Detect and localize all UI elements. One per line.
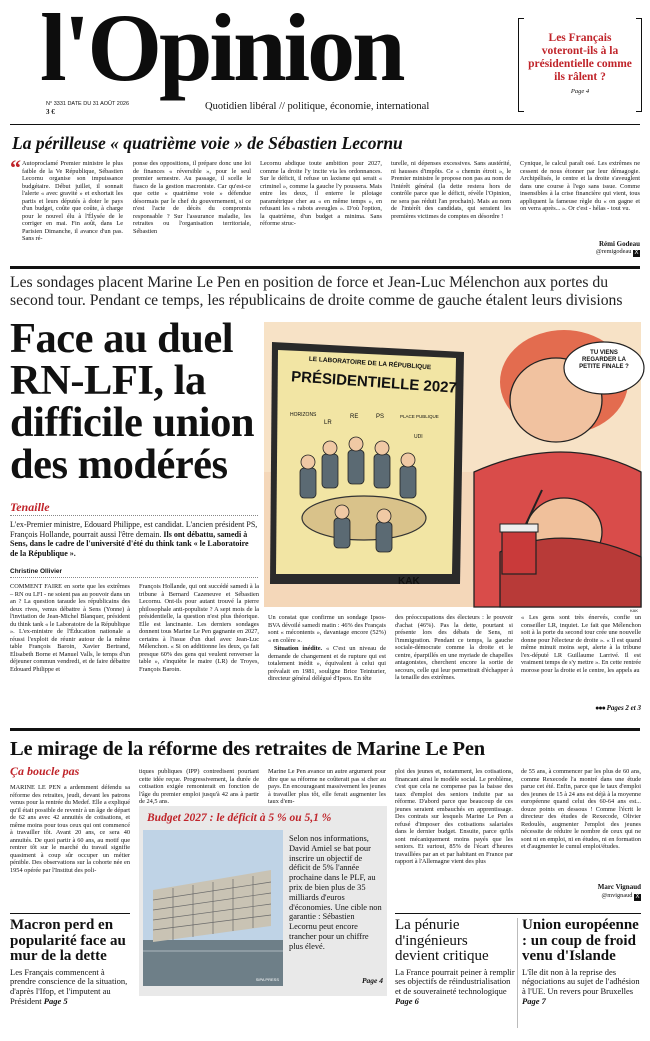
teaser-iceland[interactable]: [522, 918, 642, 1036]
tagline: Quotidien libéral // politique, économie, international: [205, 101, 430, 112]
main-col-3: Un constat que confirme un sondage Ipsos-BVA dévoilé samedi matin : 46% des Français sont « mécontents », davantage encore (52%) « en colère ». Situation inédite. « C'est un niveau de demande de changement et de rupture qui est totalement inédit », équivalent à celui qui prévalait en 1981, souligne Brice Teinturier, directeur général délégué d'Ipsos. En tête: [268, 614, 386, 682]
pension-col-4: ploi des jeunes et, notamment, les cotisations, financant ainsi le modèle social. Le problème, c'est que cela ne compense pas la baisse des taux d'emploi des seniors induite par sa réforme. D'abord parce que beaucoup de ces jeunes seraient embauchés en apprentissage. Des contrats sur lesquels Marine Le Pen a refusé d'imposer des cotisations salariales dans le dernier budget. Ensuite, parce qu'ils sont mécaniquement moins payés que les seniors. Et surtout, 85% de l'écart d'heures travaillées par an et par habitant en France par rapport à l'Allemagne vient des plus: [395, 768, 513, 865]
teaser-macron-title: Macron perd en popularité face au mur de la dette: [10, 917, 126, 964]
budget-box[interactable]: [139, 806, 387, 996]
main-kicker-rule: [10, 515, 258, 516]
teaser-iceland-text: L'île dit non à la reprise des négociations au sujet de l'adhésion à l'UE. Un revers pour Bruxelles Page 7: [522, 966, 640, 1006]
main-lede-bold: Ils ont débattu, samedi à Sens, dans le cadre de l'université d'été du think tank « le Laboratoire de la République ».: [10, 529, 249, 558]
cartoon: [264, 322, 641, 607]
budget-title: Budget 2027 : le déficit à 5 % ou 5,1 %: [147, 812, 332, 824]
issue-info: N° 3331 DATE DU 31 AOÛT 2026: [46, 101, 130, 107]
masthead-teaser[interactable]: [518, 18, 642, 112]
top-story-headline[interactable]: La périlleuse « quatrième voie » de Sébastien Lecornu: [12, 133, 403, 153]
cartoon-label-2: RE: [350, 414, 359, 420]
main-lede-text: L'ex-Premier ministre, Edouard Philippe, est candidat. L'ancien président PS, François Hollande, pourrait aussi l'être demain.: [10, 520, 258, 539]
main-continue[interactable]: [521, 704, 641, 712]
section-rule-4: [395, 913, 641, 914]
budget-page: Page 4: [361, 976, 383, 985]
teaser-macron-page: Page 5: [43, 995, 68, 1006]
cartoon-board-sub: PRÉSIDENTIELLE 2027: [290, 368, 458, 397]
main-col-3-subhead: Situation inédite.: [274, 645, 323, 652]
cartoon-label-5: UDI: [414, 434, 423, 440]
bracket-left: [518, 18, 524, 112]
main-continue-pages: Pages 2 et 3: [606, 704, 641, 712]
budget-photo: [143, 830, 283, 986]
masthead-rule: [10, 124, 640, 125]
cartoon-bubble: TU VIENS REGARDER LA PETITE FINALE ?: [579, 350, 629, 370]
logo[interactable]: l'Opinion: [40, 0, 403, 101]
teaser-macron[interactable]: [10, 918, 132, 1036]
teaser-engineers-text: La France pourrait peiner à remplir ses objectifs de réindustrialisation et de souveraineté technologique Page 6: [395, 966, 515, 1006]
section-rule-3: [10, 913, 130, 914]
pension-kicker: Ça boucle pas: [10, 764, 80, 778]
pension-author: Marc Vignaud: [597, 883, 641, 891]
pension-col-1: MARINE LE PEN a ardemment défendu sa réforme des retraites, jeudi, devant les patrons venus pour la rentrée du Medef. Elle a expliqué qu'il était possible de revenir à un âge de départ de 62 ans avec 42 annuités de cotisations, et même moins pour tous ceux qui ont commencé à travailler tôt. Avant 20 ans, ce sera 40 annuités. De quoi partir à 60 ans, au motif que rentrer tôt sur le marché du travail signifie quasiment à coup sûr occuper un métier pénible. Des observations sur la cohorte née en 1954 opérée par l'Institut des poli-: [10, 784, 130, 874]
pension-col-3: Marine Le Pen avance un autre argument pour dire que sa réforme ne coûterait pas si cher au pays. En encourageant massivement les jeunes à travailler plus tôt, elle ferait augmenter les taux d'em-: [268, 768, 386, 805]
cartoon-label-1: LR: [324, 420, 332, 426]
budget-text: Selon nos informations, David Amiel se bat pour inscrire un objectif de déficit de 5% l'année prochaine dans le PLF, au prix de bien plus de 35 milliards d'euros d'économies. Une cible non garantie : Sébastien Lecornu peut encore trancher pour un chiffre plus élevé.: [289, 834, 382, 951]
teaser-iceland-page: Page 7: [522, 995, 546, 1006]
pension-col-2: tiques publiques (IPP) contredisent pourtant cette idée reçue. Progressivement, la durée de cotisation exigée remonterait en fonction de l'âge du premier emploi jusqu'à 42 ans à partir de 24,5 ans.: [139, 768, 259, 805]
teaser-iceland-title: Union européenne : un coup de froid venu d'Islande: [522, 917, 639, 964]
main-byline: Christine Ollivier: [10, 568, 63, 575]
x-logo-icon: X: [634, 250, 639, 256]
price: 3 €: [46, 108, 55, 116]
main-col-2: François Hollande, qui ont succédé samedi à la tribune à Bernard Cazeneuve et Sébastien Lecornu. Ont-ils pour autant trouvé la pierre philosophale anti-populiste ? A sept mois de la présidentielle, la question n'est plus théorique. Elle est lancinante. Les derniers sondages donnent tous Marine Le Pen gagnante en 2027, certains à l'issue d'un duel avec Jean-Luc Mélenchon. « Si on additionne les deux, ça fait presque 60% des gens qui veulent renverser la table », s'inquiète le maire (LR) de Troyes, François Baroin.: [139, 583, 259, 673]
top-story-col-4: turelle, ni dépenses excessives. Sans austérité, ni hausses d'impôts. Ce « chemin étroit », le Premier ministre le propose non pas au nom de l'intérêt général (la dette restera hors de contrôle parce que le déficit, révèle l'Opinion, ne sera pas réduit l'an prochain). Mais au nom de l'intérêt des candidats, qui seraient les premières victimes de comptes en désordre !: [391, 160, 511, 220]
teaser-engineers-title: La pénurie d'ingénieurs devient critique: [395, 917, 489, 964]
pension-handle: @mvignaud: [601, 892, 633, 899]
x-logo-icon: X: [635, 894, 640, 900]
top-story-col-3: Lecornu abdique toute ambition pour 2027, comme la droite l'y incite via les ordonnances. Sur le déficit, il refuse un laxisme qui serait « criminel », comme la gauche l'y poussera. Mais entre les deux, il enterre le pilotage paramétrique cher au « en même temps », en refusant les « rabots aveugles ». D'où l'option, la quatrième, d'un budget a minima. Sans réforme struc-: [260, 160, 382, 227]
pension-col-5: de 55 ans, à commencer par les plus de 60 ans, comme Rexecode l'a montré dans une étude parue cet été. Enfin, parce que le taux d'emploi des jeunes de 15 à 24 ans est déjà à la moyenne européenne quand celui des 60-64 ans est... douze points en dessous ! Comme l'écrit le directeur des études de Rexecode, Olivier Redoulès, augmenter l'emploi des jeunes nécessite de réduire le nombre de ceux qui ne sont ni en emploi, ni en études, ni en formation et d'augmenter le cumul emploi/études.: [521, 768, 641, 850]
cartoon-board-title: LE LABORATOIRE DE LA RÉPUBLIQUE: [308, 355, 432, 372]
main-kicker: Tenaille: [10, 500, 50, 514]
cartoon-signature: KAK: [398, 576, 420, 587]
top-story-handle-row[interactable]: [520, 248, 640, 257]
pension-headline[interactable]: Le mirage de la réforme des retraites de Marine Le Pen: [10, 738, 485, 760]
main-byline-rule: [10, 577, 258, 578]
teaser-page: Page 4: [570, 88, 590, 95]
pension-handle-row[interactable]: [521, 892, 641, 901]
section-rule-1: [10, 266, 640, 269]
bracket-right: [636, 18, 642, 112]
top-story-handle: @remigodeau: [595, 248, 632, 255]
building-photo: [143, 830, 283, 986]
top-story-col-1: Autoproclamé Premier ministre le plus faible de la Ve République, Sébastien Lecornu organise son impuissance budgétaire. Début juillet, il sonnait l'alerte « avec gravité » et exhortait les partis et leurs députés à doter le pays d'un budget, coûte que coûte, à charge pour le nouvel élu à l'Élysée de le corriger en mai. Fin août, dans Le Parisien Dimanche, il avance d'un pas. Sans ré-: [22, 160, 123, 242]
main-col-4: des préoccupations des électeurs : le pouvoir d'achat (46%). Pas la dette, pourtant si présente lors des débats de Sens, ni l'immigration. Pendant ce temps, la gauche sociale-démocrate comme la droite et le centre, éparpillés en une myriade de chapelles antagonistes, cherchent encore la sortie de secours, celle qui leur permettrait d'échapper à la tenaille des extrêmes.: [395, 614, 513, 681]
cartoon-label-0: HORIZONS: [290, 412, 317, 418]
budget-photo-credit: SIPA PRESS: [255, 977, 279, 982]
teaser-macron-text: Les Français commencent à prendre conscience de la situation, d'après l'Ifop, et l'imputent au Président Page 5: [10, 966, 128, 1006]
top-story-author: Rémi Godeau: [598, 240, 640, 248]
continue-dots-icon: ●●●: [595, 704, 605, 712]
quote-mark-icon: “: [10, 155, 21, 180]
teaser-divider: [517, 918, 518, 1028]
main-deck[interactable]: Les sondages placent Marine Le Pen en position de force et Jean-Luc Mélenchon aux portes du second tour. Pendant ce temps, les républicains de droite comme de gauche étalent leurs divisions: [10, 274, 623, 309]
main-headline[interactable]: Face au duel RN-LFI, la difficile union des modérés: [10, 315, 254, 488]
teaser-engineers[interactable]: [395, 918, 515, 1036]
cartoon-credit: KAK: [630, 608, 639, 613]
teaser-engineers-page: Page 6: [395, 995, 419, 1006]
main-col-5: « Les gens sont très énervés, confie un conseiller LR, inquiet. Le fait que Mélenchon soit à la porte du second tour crée une nouvelle donne pour l'électeur de droite ». « Il est quand même minuit moins sept, alerte à la tribune l'ex-député LR Guillaume Larrivé. Il est vraiment temps de s'y mettre ». En cette rentrée morose pour la droite et le centre, les appels au: [521, 614, 641, 674]
cartoon-label-3: PS: [376, 414, 385, 420]
teaser-title: Les Français voteront-ils à la présidentielle comme ils râlent ?: [528, 32, 632, 83]
top-story-col-5: Cynique, le calcul paraît osé. Les extrêmes ne cessent de nous étonner par leur démagogie. Archipélisés, le centre et la droite s'aveuglent dans une course à l'ego sans issue. Comme insensibles à la crise financière qui vient, tous appliquent la fameuse règle du « on gagne et on verra après... ». Or c'est - hélas - tout vu.: [520, 160, 640, 212]
main-col-1: COMMENT FAIRE en sorte que les extrêmes – RN ou LFI - ne soient pas au pouvoir dans un an ? La question taraude les républicains des deux rives, venus débattre à Sens (Yonne) à l'invitation de Jean-Michel Blanquer, président du think tank « le Laboratoire de la République ». L'ex-ministre de l'Éducation nationale a réussi l'exploit de réunir autour de la même table François Baroin, Xavier Bertrand, Elisabeth Borne et Manuel Valls, le temps d'un déjeuner commun vendredi, et de faire débattre Edouard Philippe et: [10, 583, 130, 673]
section-rule-2: [10, 728, 640, 731]
masthead: [0, 0, 650, 124]
top-story-col-2: ponse des oppositions, il prépare donc une loi de finances « réversible », pour le seul premier semestre. Au passage, il scelle le fiasco de la gestion macroniste. Car qu'est-ce que cette « quatrième voie » défendue désormais par le chef du gouvernement, si ce n'est l'acte de décès du compromis responsable ? Sur l'assurance maladie, les retraites ou l'organisation territoriale, Sébastien: [133, 160, 251, 235]
main-lede: [10, 520, 258, 558]
cartoon-label-4: PLACE PUBLIQUE: [400, 414, 439, 419]
